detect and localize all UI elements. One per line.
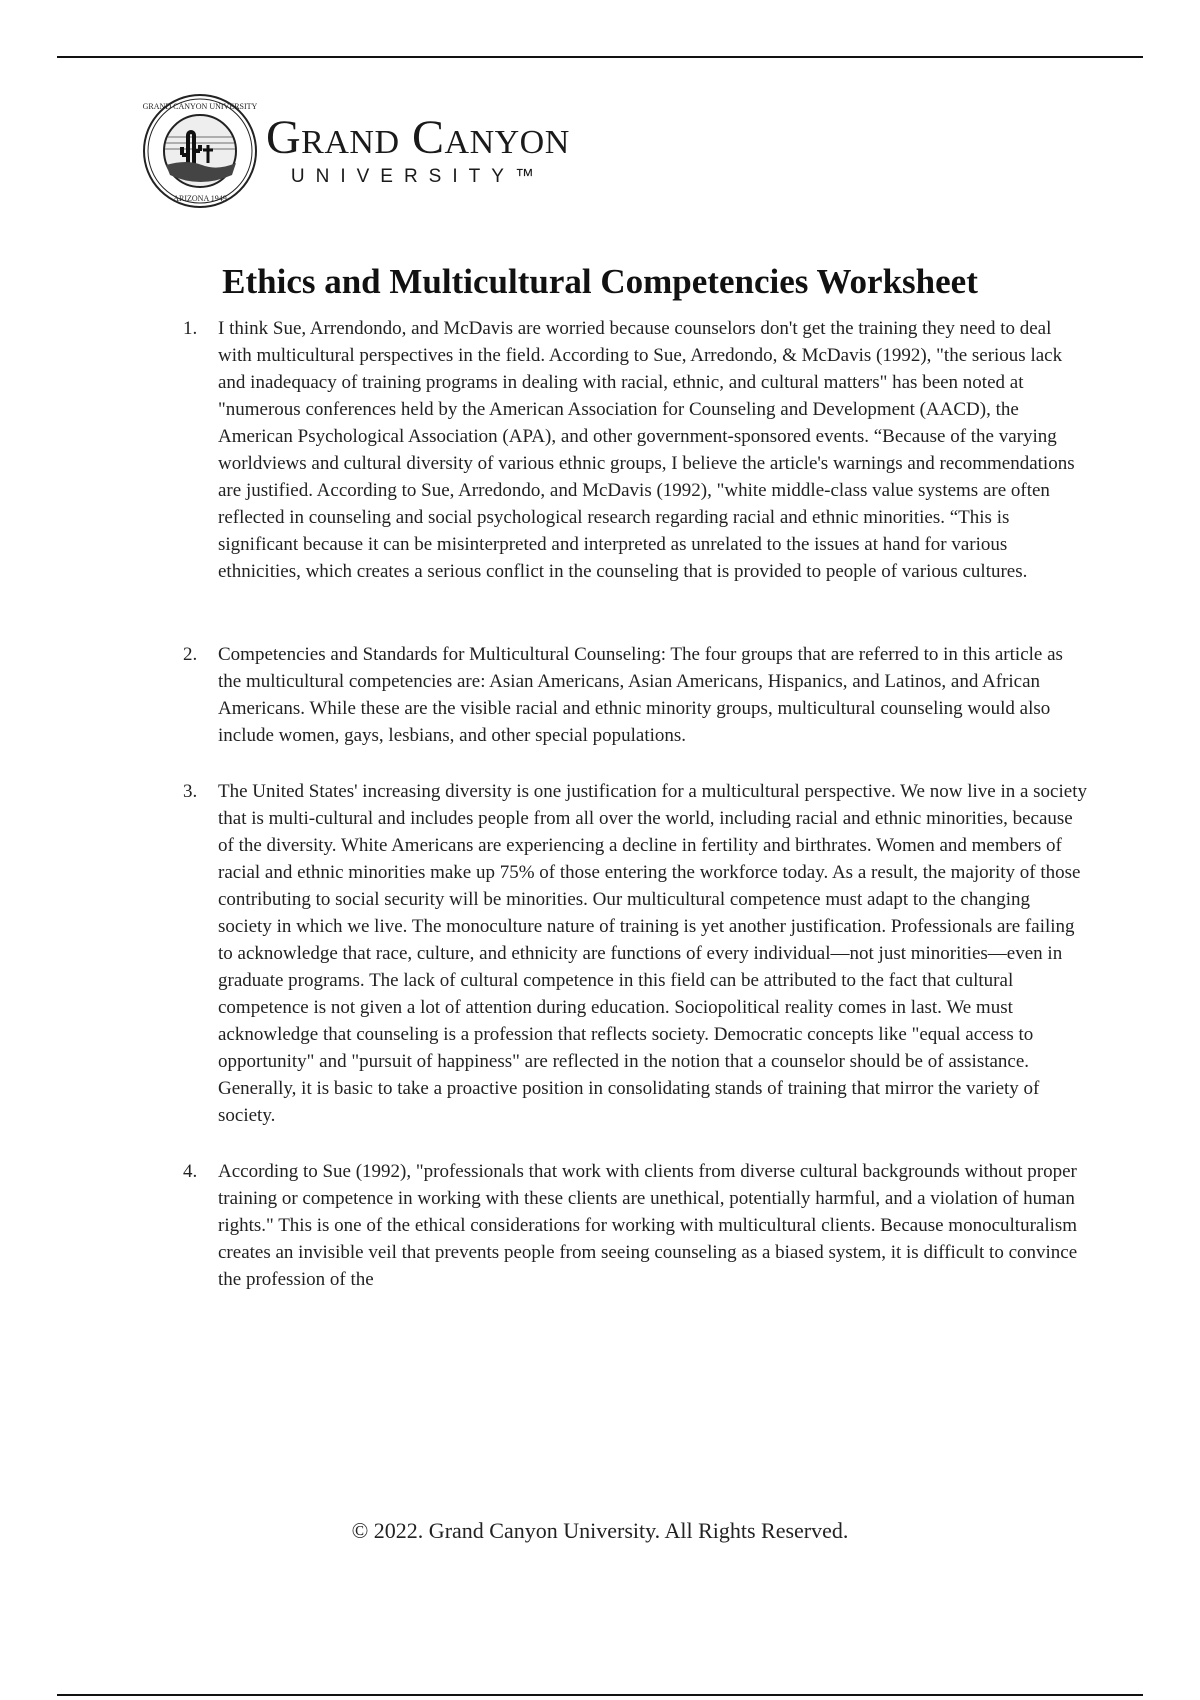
university-logo — [142, 93, 570, 209]
top-rule — [57, 56, 1143, 58]
item-number: 1. — [183, 318, 198, 339]
item-text: Competencies and Standards for Multicultural Counseling: The four groups that are referred to in this article as the multicultural competencies are: Asian Americans, Asian Americans, Hispanics, and Latinos, and African Americans. While these are the visible racial and ethnic minority groups, multicultural counseling would also include women, gays, lesbians, and other special populations. — [218, 644, 1063, 746]
answer-list — [183, 315, 1088, 1293]
list-item — [183, 1158, 1088, 1293]
list-item — [183, 641, 1088, 749]
item-text: According to Sue (1992), "professionals that work with clients from diverse cultural backgrounds without proper training or competence in working with these clients are unethical, potentially harmful, and a violation of human rights." This is one of the ethical considerations for working with multicultural clients. Because monoculturalism creates an invisible veil that prevents people from seeing counseling as a biased system, it is difficult to convince the profession of the — [218, 1161, 1078, 1290]
svg-text:ARIZONA 1949: ARIZONA 1949 — [173, 194, 227, 203]
logo-name: Grand Canyon — [266, 111, 570, 164]
list-item — [183, 778, 1088, 1129]
item-text: I think Sue, Arrendondo, and McDavis are worried because counselors don't get the training they need to deal with multicultural perspectives in the field. According to Sue, Arredondo, & McDavis (1992), "the serious lack and inadequacy of training programs in dealing with racial, ethnic, and cultural matters" has been noted at "numerous conferences held by the American Association for Counseling and Development (AACD), the American Psychological Association (APA), and other government-sponsored events. “Because of the varying worldviews and cultural diversity of various ethnic groups, I believe the article's warnings and recommendations are justified. According to Sue, Arredondo, and McDavis (1992), "white middle-class value systems are often reflected in counseling and social psychological research regarding racial and ethnic minorities. “This is significant because it can be misinterpreted and interpreted as unrelated to the issues at hand for various ethnicities, which creates a serious conflict in the counseling that is provided to people of various cultures. — [218, 318, 1075, 582]
copyright-footer: © 2022. Grand Canyon University. All Rights Reserved. — [351, 1518, 849, 1543]
logo-subtitle: UNIVERSITY™ — [290, 166, 545, 187]
item-number: 4. — [183, 1161, 198, 1182]
item-number: 2. — [183, 644, 198, 665]
item-number: 3. — [183, 781, 198, 802]
university-seal-icon — [142, 93, 258, 209]
svg-text:GRAND CANYON UNIVERSITY: GRAND CANYON UNIVERSITY — [142, 102, 258, 111]
list-item — [183, 315, 1088, 585]
page-title: Ethics and Multicultural Competencies Worksheet — [222, 262, 978, 301]
item-text: The United States' increasing diversity is one justification for a multicultural perspective. We now live in a society that is multi-cultural and includes people from all over the world, including racial and ethnic minorities, because of the diversity. White Americans are experiencing a decline in fertility and birthrates. Women and members of racial and ethnic minorities make up 75% of those entering the workforce today. As a result, the majority of those contributing to social security will be minorities. Our multicultural competence must adapt to the changing society in which we live. The monoculture nature of training is yet another justification. Professionals are failing to acknowledge that race, culture, and ethnicity are functions of every individual—not just minorities—even in graduate programs. The lack of cultural competence in this field can be attributed to the fact that cultural competence is not given a lot of attention during education. Sociopolitical reality comes in last. We must acknowledge that counseling is a profession that reflects society. Democratic concepts like "equal access to opportunity" and "pursuit of happiness" are reflected in the notion that a counselor should be of assistance. Generally, it is basic to take a proactive position in consolidating stands of training that mirror the variety of society. — [218, 781, 1087, 1126]
bottom-rule — [57, 1694, 1143, 1696]
